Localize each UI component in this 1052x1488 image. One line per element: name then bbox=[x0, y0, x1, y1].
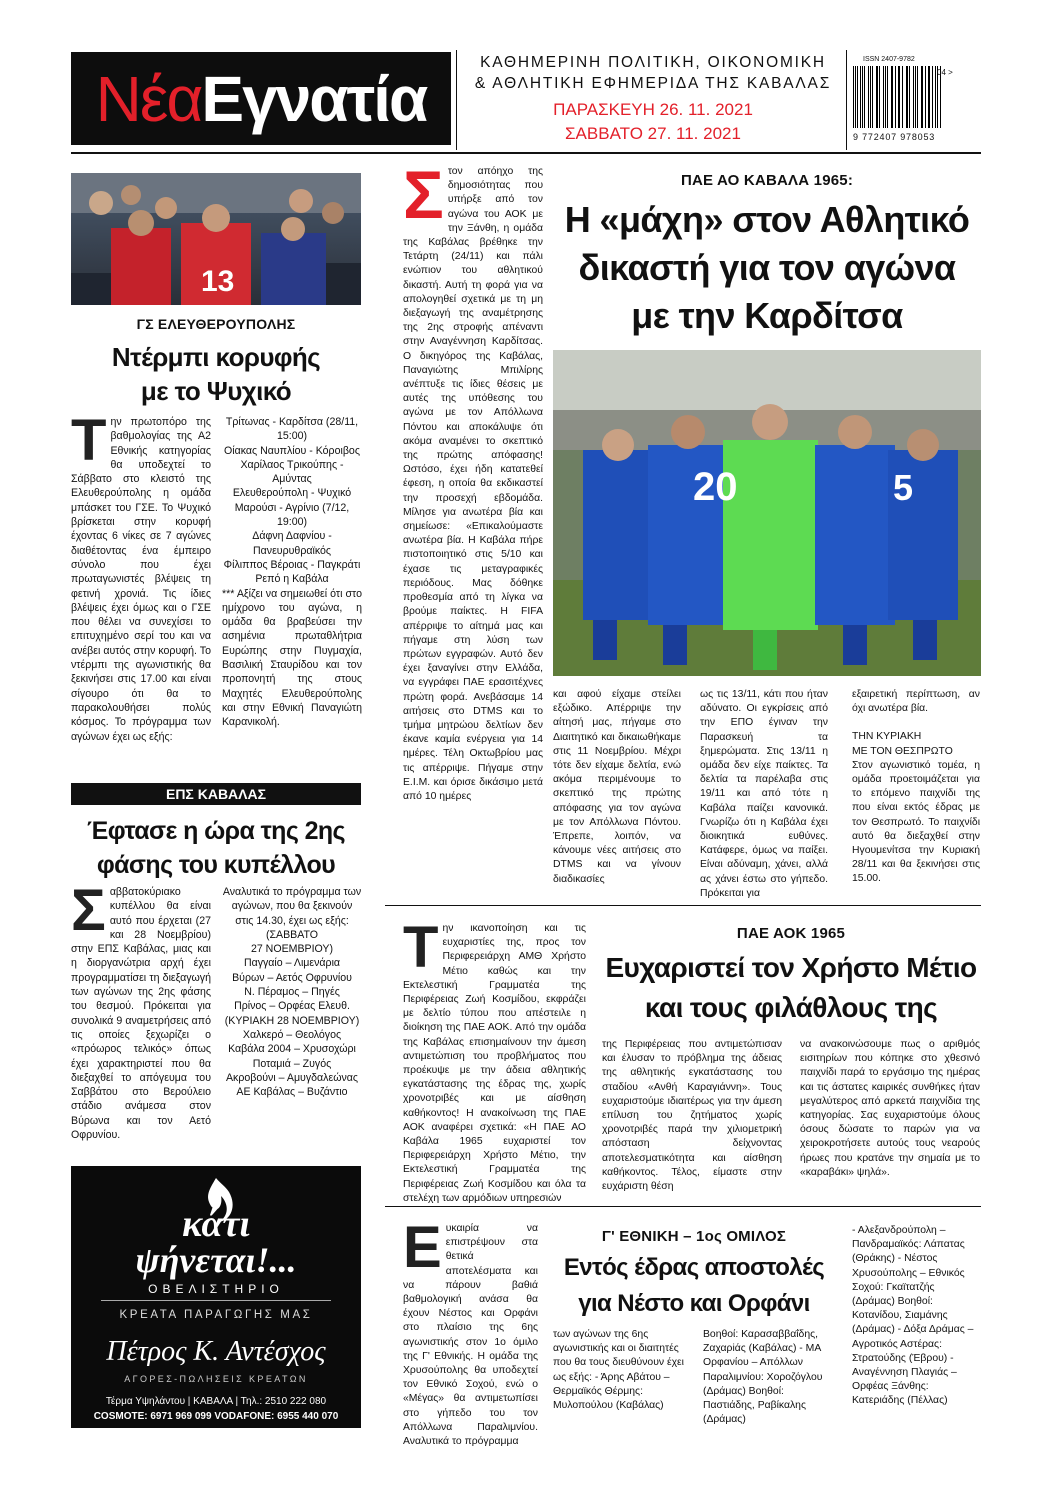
fixture-line: ΑΕ Καβάλας – Βυζάντιο bbox=[236, 1086, 348, 1099]
ad-address: Τέρμα Υψηλάντου | ΚΑΒΑΛΑ | Τηλ.: 2510 222 080 bbox=[105, 1396, 327, 1407]
issn-number: ISSN 2407-9782 bbox=[863, 56, 915, 63]
aok-headline bbox=[602, 948, 980, 1028]
barcode-bar bbox=[902, 66, 903, 128]
kavala-body-col4 bbox=[852, 688, 980, 887]
gs-body-text: ην πρωτοπόρο της βαθμολογίας της Α2 Εθνικής κατηγορίας θα υποδεχτεί το Σάββατο στο κλειστό της Ελευθερούπολης η ομάδα μπάσκετ του ΓΣΕ. Το Ψυχικό βρίσκεται στην κορυφή έχοντας 6 νίκες σε 7 αγώνες διαθέτοντας ένα έμπειρο σύνολο που έχει πρωταγωνιστές βλέψεις τη φετινή χρονιά. Τις ίδιες βλέψεις έχει όμως και ο ΓΣΕ που θέλει να συνεχίσει το επιτυχημένο σερί του και να ανέβει αυτός στην κορυφή. Το ντέρμπι της αγωνιστικής θα ξεκινήσει στις 17.00 και είναι σίγουρο ότι θα το παρακολουθήσει πολύς κόσμος. Το πρόγραμμα των αγώνων έχει ως εξής: bbox=[71, 416, 211, 743]
eps-headline-line-2: φάσης του κυπέλλου bbox=[96, 851, 336, 879]
eps-body-text: αββατοκύριακο κυπέλλου θα είναι αυτό που έρχεται (27 και 28 Νοεμβρίου) στην ΕΠΣ Καβάλας, μιας και η διοργανώτρια αρχή έχει προγραμματίσει τη διεξαγωγή των αγώνων της 2ης φάσης του θεσμού. Πρόκειται για συνολικά 9 αναμετρήσεις από τις οποίες ξεχωρίζει ο «πρόωρος τελικός» όπως έχει χαρακτηριστεί που θα διεξαχθεί το απόγευμα του Σαββάτου στο Βερούλειο στάδιο ανάμεσα στον Βύρωνα και τον Αετό Οφρυνίου. bbox=[71, 886, 211, 1142]
barcode-bar bbox=[929, 66, 930, 128]
gs-headline-line-2: με το Ψυχικό bbox=[140, 376, 292, 406]
fixture-line: Οίακας Ναυπλίου - Κόροιβος bbox=[224, 444, 360, 457]
issue-dates bbox=[463, 98, 843, 146]
gethniki-body-col4: - Αλεξανδρούπολη – Πανδραμαϊκός: Λάπατας (Θράκης) - Νέστος Χρυσούπολης – Εθνικός Σοχού: Γκαϊτατζής (Δράμας) Βοηθοί: Κοτανίδου, Σιαμάνης (Δράμας) - Δόξα Δράμας – Αγροτικός Αστέρας: Στρατούδης (Έβρου) - Αναγέννηση Πλαγιάς – Ορφέας Ξάνθης: Κατεριάδης (Πέλλας) bbox=[852, 1225, 974, 1407]
fixture-line: Μαρούσι - Αγρίνιο (7/12, 19:00) bbox=[234, 501, 350, 529]
masthead-tagline bbox=[463, 52, 843, 94]
logo-part-egnatia: Εγνατία bbox=[201, 62, 427, 135]
kavala-headline bbox=[553, 196, 981, 340]
fixture-line: (ΣΑΒΒΑΤΟ bbox=[265, 928, 319, 941]
barcode-bar bbox=[899, 66, 900, 128]
kavala-body-col2: και αφού είχαμε στείλει εξώδικο. Απέρριψε την αίτησή μας, πήγαμε στο Διαιτητικό και δικαιωθήκαμε στις 11 Νοεμβρίου. Μέχρι τότε δεν είχαμε δελτία, ενώ ακόμα περιμένουμε το σκεπτικό της πρώτης απόφασης για τον αγώνα με τον Απόλλωνα Πόντου. Έπρεπε, λοιπόν, να κάνουμε νέες αιτήσεις στο DTMS και να γίνουν διαδικασίες bbox=[553, 689, 681, 885]
gethniki-body-col1 bbox=[403, 1215, 538, 1449]
kavala-body-col3: ως τις 13/11, κάτι που ήταν αδύνατο. Οι εγκρίσεις από την ΕΠΟ έγιναν την Παρασκευή τα ξημερώματα. Στις 13/11 η ομάδα δεν είχε παίκτες. Τα δελτία τα παρέλαβα στις 19/11 και από τότε η Καβάλα παίζει κανονικά. Γνωρίζω ότι η Καβάλα έχει διοικητικά ευθύνες. Κατάφερε, όμως να παίξει. Είναι αδύναμη, χάνει, αλλά ας χάνει έστω στο γήπεδο. Πρόκειται για bbox=[700, 689, 828, 899]
barcode bbox=[853, 56, 953, 146]
eps-headline bbox=[71, 814, 361, 882]
fixture-line: Παγγαίο – Λιμενάρια bbox=[243, 957, 341, 970]
date-line-1: ΠΑΡΑΣΚΕΥΗ 26. 11. 2021 bbox=[553, 100, 753, 119]
gethniki-dropcap: Ε bbox=[403, 1215, 442, 1280]
barcode-bar bbox=[879, 66, 880, 128]
barcode-bar bbox=[864, 66, 865, 128]
barcode-bar bbox=[922, 66, 923, 128]
kavala-subhead-2: ΜΕ ΤΟΝ ΘΕΣΠΡΩΤΟ bbox=[852, 745, 953, 757]
tagline-line-1: ΚΑΘΗΜΕΡΙΝΗ ΠΟΛΙΤΙΚΗ, ΟΙΚΟΝΟΜΙΚΗ bbox=[480, 54, 826, 71]
kavala-col4-text: εξαιρετική περίπτωση, αν όχι ανωτέρα βία. bbox=[852, 689, 980, 715]
barcode-bar bbox=[883, 66, 884, 128]
basketball-team-image bbox=[71, 173, 361, 305]
kavala-headline-line-2: δικαστή για τον αγώνα bbox=[578, 247, 956, 288]
gethniki-headline-line-1: Εντός έδρας αποστολές bbox=[563, 1254, 825, 1281]
kavala-dropcap: Σ bbox=[403, 157, 444, 233]
kavala-col4-rest: Στον αγωνιστικό τομέα, η ομάδα προετοιμάζεται για το επόμενο παιχνίδι της που είναι εκτός έδρας με τον Θεσπρωτό. Το παιχνίδι αυτό θα διεξαχθεί στην Ηγουμενίτσα την Κυριακή 28/11 και θα ξεκινήσει στις 15.00. bbox=[852, 759, 980, 885]
barcode-bars bbox=[853, 66, 943, 128]
gs-fixture-list bbox=[222, 415, 362, 587]
aok-headline-line-1: Ευχαριστεί τον Χρήστο Μέτιο bbox=[605, 952, 977, 983]
ad-subtitle: ΟΒΕΛΙΣΤΗΡΙΟ bbox=[148, 1282, 284, 1296]
fixture-line: Χαλκερό – Θεολόγος bbox=[242, 1028, 342, 1041]
fixture-line: Φίλιππος Βέροιας - Παγκράτι bbox=[223, 558, 361, 571]
gethniki-body-col3: Βοηθοί: Καρασαββαΐδης, Ζαχαρiάς (Καβάλας) - ΜΑ Ορφανίου – Απόλλων Παραλιμνίου: Χοροζόγλου (Δράμας) Βοηθοί: Παστιάδης, Ραβίκαλης (Δράμας) bbox=[703, 1329, 823, 1426]
football-huddle-photo bbox=[553, 350, 981, 676]
fixture-line: Ελευθερούπολη - Ψυχικό bbox=[232, 487, 352, 500]
section-rule-2 bbox=[385, 1206, 981, 1207]
svg-text:13: 13 bbox=[201, 265, 235, 298]
ad-logo-bottom: ψήνεται!... bbox=[135, 1240, 297, 1280]
kavala-kicker: ΠΑΕ ΑΟ ΚΑΒΑΛΑ 1965: bbox=[680, 172, 854, 189]
aok-headline-line-2: και τους φιλάθλους της bbox=[644, 992, 938, 1023]
ad-logo-top: κάτι bbox=[182, 1203, 250, 1245]
gethniki-kicker: Γ' ΕΘΝΙΚΗ – 1ος ΟΜΙΛΟΣ bbox=[601, 1228, 787, 1245]
logo-part-nea: Νέα bbox=[95, 62, 202, 135]
football-team-image bbox=[553, 350, 981, 676]
fixture-line: 27 ΝΟΕΜΒΡΙΟΥ) bbox=[250, 943, 334, 956]
gs-dropcap: Τ bbox=[71, 408, 107, 473]
fixture-line: Καβάλα 2004 – Χρυσοχώρι bbox=[228, 1043, 356, 1056]
fixture-line: (ΚΥΡΙΑΚΗ 28 ΝΟΕΜΒΡΙΟΥ) bbox=[224, 1014, 360, 1027]
fixture-line: Βύρων – Αετός Οφρυνίου bbox=[232, 971, 352, 984]
eps-band: ΕΠΣ ΚΑΒΑΛΑΣ bbox=[71, 783, 361, 805]
eps-fixture-list bbox=[222, 928, 362, 1100]
barcode-bar bbox=[860, 66, 861, 128]
masthead-divider-left bbox=[456, 50, 457, 150]
eps-body-col1 bbox=[71, 878, 211, 1142]
kavala-body-left bbox=[403, 157, 543, 804]
ad-logo bbox=[71, 1203, 361, 1280]
fixture-line: Πρίνος – Ορφέας Ελευθ. bbox=[234, 1000, 350, 1013]
barcode-bar bbox=[909, 66, 910, 128]
aok-body-col1-text: ην ικανοποίηση και τις ευχαριστίες της, προς τον Περιφερειάρχη ΑΜΘ Χρήστο Μέτιο καθώς και την Εκτελεστική Γραμματέα της Περιφέρειας Ζωή Κοσμίδου, εκφράζει με δελτίο τύπου που απέστειλε η διοίκηση της ΠΑΕ ΑΟΚ. Από την ομάδα της Καβάλας επισημαίνουν την άμεση αντιμετώπιση του προβλήματος που προέκυψε με την άδεια αθλητικής εγκατάστασης της έδρας της, χωρίς χρονοτριβές και με αίσθηση καθήκοντος! Η ανακοίνωση της ΠΑΕ ΑΟΚ αναφέρει σχετικά: «Η ΠΑΕ ΑΟ Καβάλα 1965 ευχαριστεί τον Περιφερειάρχη Χρήστο Μέτιο, την Εκτελεστική Γραμματέα της Περιφέρειας Ζωή Κοσμίδου και όλα τα στελέχη των αρμόδιων υπηρεσιών bbox=[403, 923, 586, 1204]
date-line-2: ΣΑΒΒΑΤΟ 27. 11. 2021 bbox=[565, 124, 741, 143]
tagline-line-2: & ΑΘΛΗΤΙΚΗ ΕΦΗΜΕΡΙΔΑ ΤΗΣ ΚΑΒΑΛΑΣ bbox=[474, 75, 832, 92]
newspaper-logo bbox=[71, 52, 451, 145]
eps-body-col2 bbox=[222, 885, 362, 1099]
fixture-line: Ακροβούνι – Αμυγδαλεώνας bbox=[225, 1071, 358, 1084]
barcode-number: 9 772407 978053 bbox=[853, 132, 936, 142]
gs-headline-line-1: Ντέρμπι κορυφής bbox=[111, 342, 321, 372]
gethniki-headline-line-2: για Νέστο και Ορφάνι bbox=[578, 1290, 810, 1317]
kavala-headline-line-1: Η «μάχη» στον Αθλητικό bbox=[564, 199, 970, 240]
aok-dropcap: Τ bbox=[403, 915, 439, 980]
issue-code: 04 > bbox=[937, 68, 953, 77]
kavala-subhead-1: ΤΗΝ ΚΥΡΙΑΚΗ bbox=[852, 731, 922, 743]
fixture-line: Ρεπό η Καβάλα bbox=[255, 573, 329, 586]
gs-kicker: ΓΣ ΕΛΕΥΘΕΡΟΥΠΟΛΗΣ bbox=[136, 316, 296, 332]
masthead-divider-right bbox=[846, 50, 847, 150]
ad-phones: COSMOTE: 6971 969 099 VODAFONE: 6955 440 070 bbox=[93, 1411, 339, 1422]
barcode-bar bbox=[915, 66, 916, 128]
fixture-line: Χαρίλαος Τρικούπης - Αμύντας bbox=[240, 458, 344, 486]
gethniki-headline bbox=[553, 1250, 835, 1322]
ad-services: ΑΓΟΡΕΣ-ΠΩΛΗΣΕΙΣ ΚΡΕΑΤΩΝ bbox=[124, 1374, 308, 1384]
fixture-line: Τρίτωνας - Καρδίτσα (28/11, 15:00) bbox=[225, 416, 359, 443]
gs-note: *** Αξίζει να σημειωθεί ότι στο ημίχρονο του αγώνα, η ομάδα θα βραβεύσει την ασημένια πρωταθλήτρια Ευρώπης στην Πυγμαχία, Βασιλική Σταυρίδου και τον προπονητή της στους Μαχητές Ελευθερούπολης και στην Εθνική Παναγιώτη Καρανικολή. bbox=[222, 587, 362, 729]
gs-headline bbox=[71, 340, 361, 408]
gs-body-col1 bbox=[71, 408, 211, 744]
svg-text:5: 5 bbox=[893, 467, 914, 508]
fixture-line: Δάφνη Δαφνίου - Πανευρυθραϊκός bbox=[252, 530, 332, 557]
ad-name: Πέτρος Κ. Αντέσχος bbox=[106, 1336, 326, 1367]
gs-body-col2 bbox=[222, 415, 362, 730]
gethniki-body-col2: των αγώνων της 6ης αγωνιστικής και οι διαιτητές που θα τους διευθύνουν έχει ως εξής: - Άρης Αβάτου – Θερμαϊκός Θέρμης: Μυλοπούλου (Καβάλας) bbox=[553, 1329, 684, 1412]
aok-body-col3: να ανακοινώσουμε πως ο αριθμός εισιτηρίων που κόπηκε στο χθεσινό παιχνίδι παρά το εργάσιμο της ημέρας και τις άστατες καιρικές συνθήκες ήταν μεγαλύτερος από αρκετά παιχνίδια της κατηγορίας. Σας ευχαριστούμε όλους όσους δώσατε το παρών για να χειροκροτήσετε αυτούς τους νεαρούς ήρωες που κρατάνε την σημαία με το «καραβάκι» ψηλά». bbox=[800, 1039, 980, 1178]
gethniki-body-col1-text: υκαιρία να επιστρέψουν στα θετικά αποτελέσματα και να πάρουν βαθιά βαθμολογική ανάσα θα έχουν Νέστος και Ορφάνι στο πλαίσιο της 6ης αγωνιστικής στον 1ο όμιλο της Γ' Εθνικής. Η ομάδα της Χρυσούπολης θα υποδεχτεί τον Εθνικό Σοχού, ενώ ο «Μέγας» θα αντιμετωπίσει στο γήπεδο του τον Απόλλωνα Παραλιμνίου. Αναλυτικά το πρόγραμμα bbox=[403, 1223, 538, 1448]
ad-tagline: ΚΡΕΑΤΑ ΠΑΡΑΓΩΓΗΣ ΜΑΣ bbox=[119, 1309, 313, 1321]
kavala-body-left-text: τον απόηχο της δημοσιότητας που υπήρξε από τον αγώνα του ΑΟΚ με την Ξάνθη, η ομάδα της Καβάλας βρέθηκε την Τετάρτη (24/11) και πάλι ενώπιον του αθλητικού δικαστή. Αυτή τη φορά για να απολογηθεί σχετικά με τη μη διεξαγωγή της αναμέτρησης της 2ης στροφής απέναντι στην Αναγέννηση Καρδίτσας. Ο δικηγόρος της Καβάλας, Παναγιώτης Μπιλίρης ανέπτυξε τις ίδιες θέσεις με αυτές της υπόθεσης του αγώνα με τον Απόλλωνα Πόντου και αποκάλυψε ότι ακόμα αναμένει το σκεπτικό της πρώτης απόφασης! Ωστόσο, έχει ήδη κατατεθεί έφεση, η οποία θα εκδικαστεί την προσεχή εβδομάδα. Μίλησε για ανωτέρα βία και σημείωσε: «Επικαλούμαστε ανωτέρα βία. Η Καβάλα πήρε πιστοποιητικό στις 5/10 και έχασε τις μεταγραφικές περιόδους. Μας δόθηκε προθεσμία από τη λίγκα να βρούμε παίκτες. Η FIFA απέρριψε το αίτημά μας και πήγαμε στη λύση των πρώτων εγγραφών. Αυτό δεν έχει ξαναγίνει στην Ελλάδα, να εγγράφει ΠΑΕ ερασιτέχνες πρώτη φορά. Ανεβάσαμε 14 αιτήσεις στο DTMS και το τμήμα μητρώου δελτίων δεν έκανε καμία ενέργεια για 14 ημέρες. Τέλη Οκτωβρίου μας τις απέρριψε. Πήγαμε στην Ε.Ι.Μ. και όρισε δικάσιμο μετά από 10 ημέρες bbox=[403, 166, 543, 802]
barcode-bar bbox=[872, 66, 873, 128]
butcher-ad bbox=[71, 1166, 361, 1428]
kavala-headline-line-3: με την Καρδίτσα bbox=[631, 295, 903, 336]
aok-body-col2: της Περιφέρειας που αντιμετώπισαν και έλυσαν το πρόβλημα της άδειας της αθλητικής εγκατάστασης του σταδίου «Ανθή Καραγιάννη». Τους ευχαριστούμε ιδιαιτέρως για την άμεση επίλυση του ζητήματος χωρίς χρονοτριβές παρά την χιλιομετρική απόσταση δείχνοντας αποτελεσματικότητα και αίσθηση καθήκοντος. Τέλος, είμαστε στην ευχάριστη θέση bbox=[602, 1039, 782, 1193]
eps-headline-line-1: Έφτασε η ώρα της 2ης bbox=[87, 817, 345, 845]
eps-dropcap: Σ bbox=[71, 878, 106, 943]
masthead-rule bbox=[71, 152, 981, 154]
fixture-line: Ποταμιά – Ζυγός bbox=[252, 1057, 332, 1070]
section-rule-1 bbox=[385, 905, 981, 906]
aok-body-col1 bbox=[403, 915, 586, 1206]
eps-schedule-intro: Αναλυτικά το πρόγραμμα των αγώνων, που θα ξεκινούν στις 14.30, έχει ως εξής: bbox=[222, 886, 362, 927]
barcode-bar bbox=[853, 66, 854, 128]
ad-divider bbox=[101, 1300, 331, 1301]
fixture-line: Ν. Πέραμος – Πηγές bbox=[244, 986, 340, 999]
basketball-photo bbox=[71, 173, 361, 305]
aok-kicker: ΠΑΕ ΑΟΚ 1965 bbox=[736, 925, 846, 942]
svg-text:20: 20 bbox=[693, 465, 738, 509]
barcode-bar bbox=[891, 66, 892, 128]
